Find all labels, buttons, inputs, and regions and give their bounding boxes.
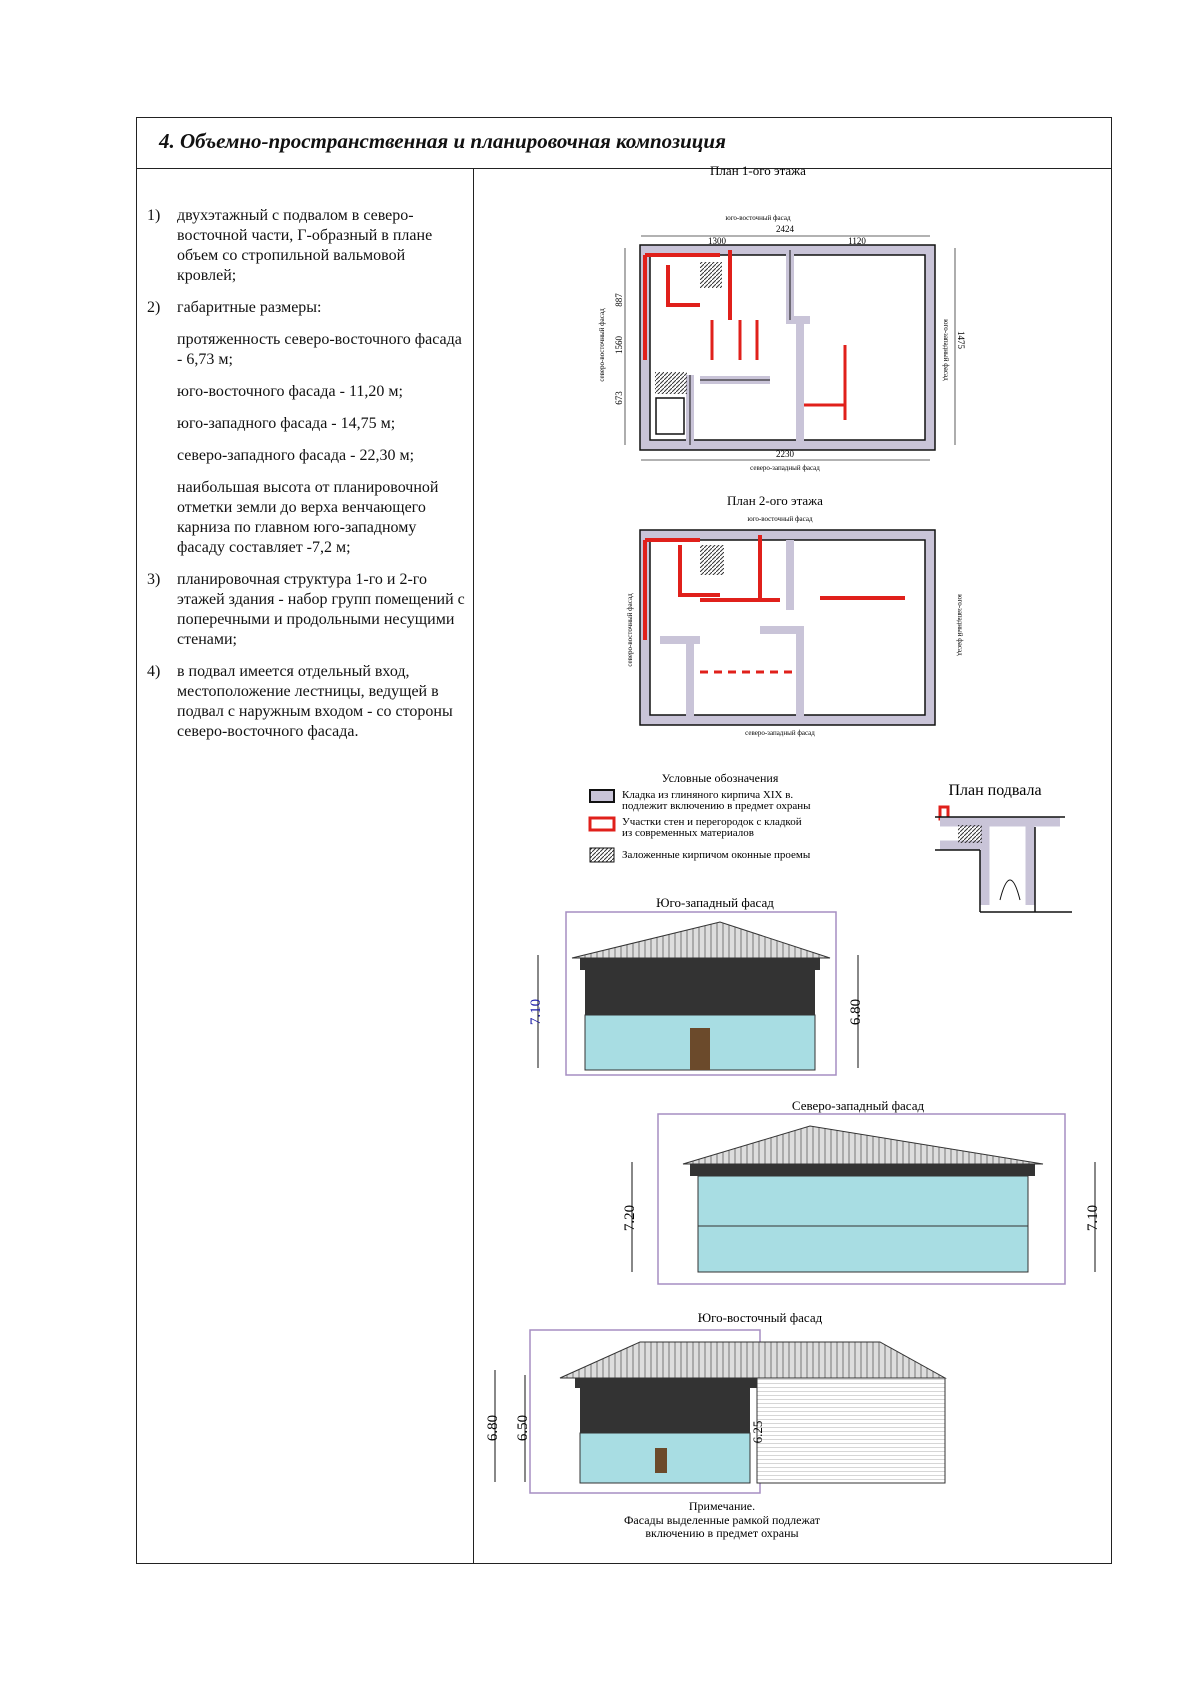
facade-se-dim-a: 6.80 [485,1414,501,1442]
legend-new-wall-swatch [590,818,614,830]
list-item: 3) планировочная структура 1-го и 2-го этажей здания - набор групп помещений с поперечными и продольными несущими стенами; [147,571,465,648]
plan-1-left-label: северо-восточный фасад [598,308,606,382]
list-item: 2) габаритные размеры: [147,299,322,316]
dimension-text: протяженность северо-восточного фасада - 6,73 м; [177,331,462,368]
dim-left-c: 673 [614,391,624,405]
dim-left-a: 887 [614,293,624,307]
facade-nw-dim-right: 7.10 [1085,1204,1101,1232]
basement-title: План подвала [948,782,1042,799]
dimension-text: наибольшая высота от планировочной отметки земли до верха венчающего карниза по главном юго-западному фасаду составляет -7,2 м; [177,479,439,556]
dimension-text: юго-западного фасада - 14,75 м; [177,415,396,432]
dim-right: 1475 [956,331,966,349]
plan-1-floor [598,163,966,472]
dim-left-b: 1560 [614,336,624,354]
facade-north-west [622,1098,1101,1284]
plan-1-bottom-label: северо-западный фасад [750,464,820,472]
plan-1-title: План 1-ого этажа [710,163,806,178]
dim-top-a: 1300 [708,236,726,246]
dimension-text: северо-западного фасада - 22,30 м; [177,447,415,464]
legend-item-3: Заложенные кирпичом оконные проемы [622,849,811,861]
facade-south-west [528,895,864,1075]
legend-item-2: Участки стен и перегородок с кладкой из современных материалов [622,816,802,839]
facade-sw-dim-left: 7.10 [528,998,544,1026]
basement-plan [935,782,1072,912]
section-title: 4. Объемно-пространственная и планировочная композиция [159,129,726,153]
plan-2-title: План 2-ого этажа [727,493,823,508]
facade-sw-dim-right: 6.80 [848,998,864,1026]
plan-2-floor [626,493,964,737]
plan-2-top-label: юго-восточный фасад [747,515,813,523]
plan-1-right-label: юго-западный фасад [942,319,950,381]
dim-top-total: 2424 [776,224,794,234]
dimension-text: юго-восточного фасада - 11,20 м; [177,383,403,400]
legend-filled-window-swatch [590,848,614,862]
note-text-1: Фасады выделенные рамкой подлежат [623,1513,821,1527]
note-text-2: включению в предмет охраны [645,1526,799,1540]
list-item: 4) в подвал имеется отдельный вход, местоположение лестницы, ведущей в подвал с наружным входом - со стороны северо-восточного фасада. [147,663,453,740]
plan-1-top-label: юго-восточный фасад [725,214,791,222]
legend-title: Условные обозначения [661,771,779,785]
note-title: Примечание. [688,1499,756,1513]
dim-bottom: 2230 [776,449,794,459]
dim-top-b: 1120 [848,236,866,246]
facade-nw-title: Северо-западный фасад [791,1098,925,1113]
facade-se-dim-b: 6.50 [515,1414,531,1442]
legend-old-wall-swatch [590,790,614,802]
legend-item-1: Кладка из глиняного кирпича XIX в. подлежит включению в предмет охраны [622,789,811,812]
legend [590,771,811,862]
facade-nw-dim-left: 7.20 [622,1204,638,1232]
plan-2-left-label: северо-восточный фасад [626,593,634,667]
facade-se-title: Юго-восточный фасад [697,1310,823,1325]
list-item: 1) двухэтажный с подвалом в северо-восточной части, Г-образный в плане объем со стропильной вальмовой кровлей; [147,207,433,284]
plan-2-bottom-label: северо-западный фасад [745,729,815,737]
facade-se-dim-c: 6.25 [750,1420,765,1444]
plan-2-right-label: юго-западный фасад [956,594,964,656]
facade-sw-title: Юго-западный фасад [656,895,774,910]
note [624,1499,821,1540]
facade-south-east [485,1310,945,1493]
